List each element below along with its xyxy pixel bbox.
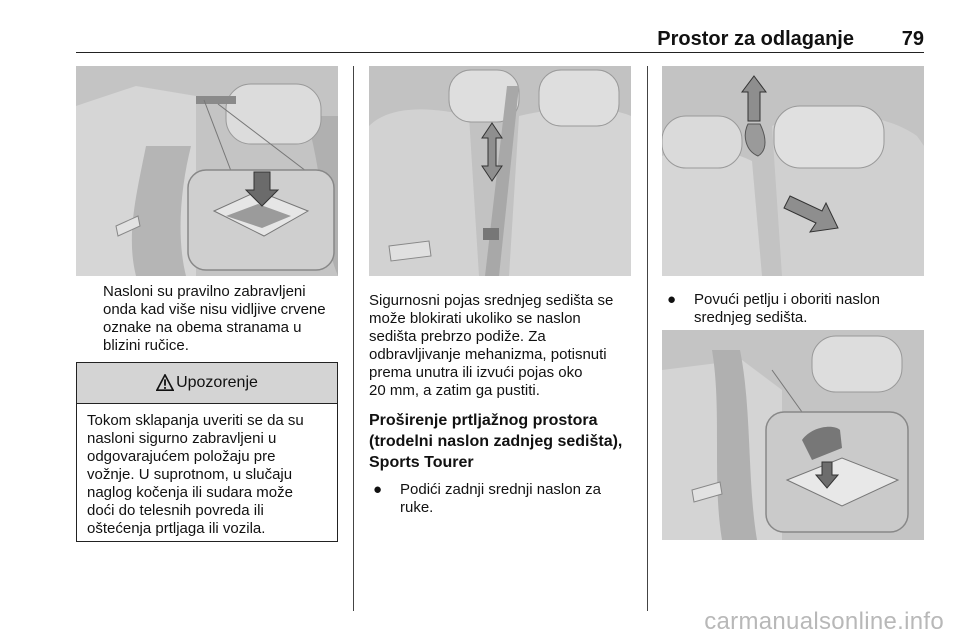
warning-box [76,362,338,542]
warning-line: naglog kočenja ili sudara može [87,484,293,501]
page-header [76,24,924,53]
column-divider-2 [647,66,648,611]
warning-header [77,363,337,404]
column-divider-1 [353,66,354,611]
armrest-illustration [662,330,924,540]
seat-belt-illustration [369,66,631,276]
text-line: odbravljivanje mehanizma, potisnuti [369,346,607,363]
warning-triangle-icon [156,374,174,392]
page-number: 79 [901,28,924,50]
section-title-line: Sports Tourer [369,454,474,471]
bullet-item-armrest [373,481,633,521]
bullet-marker: ● [373,481,383,498]
fold-backrest-illustration [662,66,924,276]
warning-line: vožnje. U suprotnom, u slučaju [87,466,293,483]
bullet-line: srednjeg sedišta. [694,309,808,326]
header-title: Prostor za odlaganje [657,28,854,50]
headrest-lock-caption [103,283,326,355]
text-line: prema unutra ili izvući pojas oko [369,364,583,381]
text-line: Sigurnosni pojas srednjeg sedišta se [369,292,614,309]
warning-title: Upozorenje [176,374,258,391]
caption-line: Nasloni su pravilno zabravljeni [103,283,306,300]
headrest-lock-illustration [76,66,338,276]
warning-line: oštećenja prtljaga ili vozila. [87,520,266,537]
section-title [369,410,622,473]
warning-line: odgovarajućem položaju pre [87,448,276,465]
seat-belt-text [369,292,613,400]
warning-line: doći do telesnih povreda ili [87,502,264,519]
bullet-item-fold [667,291,927,331]
text-line: može blokirati ukoliko se naslon [369,310,581,327]
caption-line: onda kad više nisu vidljive crvene [103,301,326,318]
warning-text [77,404,337,538]
caption-line: oznake na obema stranama u [103,319,302,336]
caption-line: blizini ručice. [103,337,189,354]
bullet-line: ruke. [400,499,434,516]
bullet-line: Podići zadnji srednji naslon za [400,481,601,498]
warning-line: nasloni sigurno zabravljeni u [87,430,277,447]
text-line: sedišta prebrzo podiže. Za [369,328,546,345]
text-line: 20 mm, a zatim ga pustiti. [369,382,540,399]
bullet-line: Povući petlju i oboriti naslon [694,291,880,308]
bullet-marker: ● [667,291,677,308]
warning-line: Tokom sklapanja uveriti se da su [87,412,304,429]
section-title-line: (trodelni naslon zadnjeg sedišta), [369,433,623,450]
watermark: carmanualsonline.info [704,608,944,635]
section-title-line: Proširenje prtljažnog prostora [369,412,598,429]
